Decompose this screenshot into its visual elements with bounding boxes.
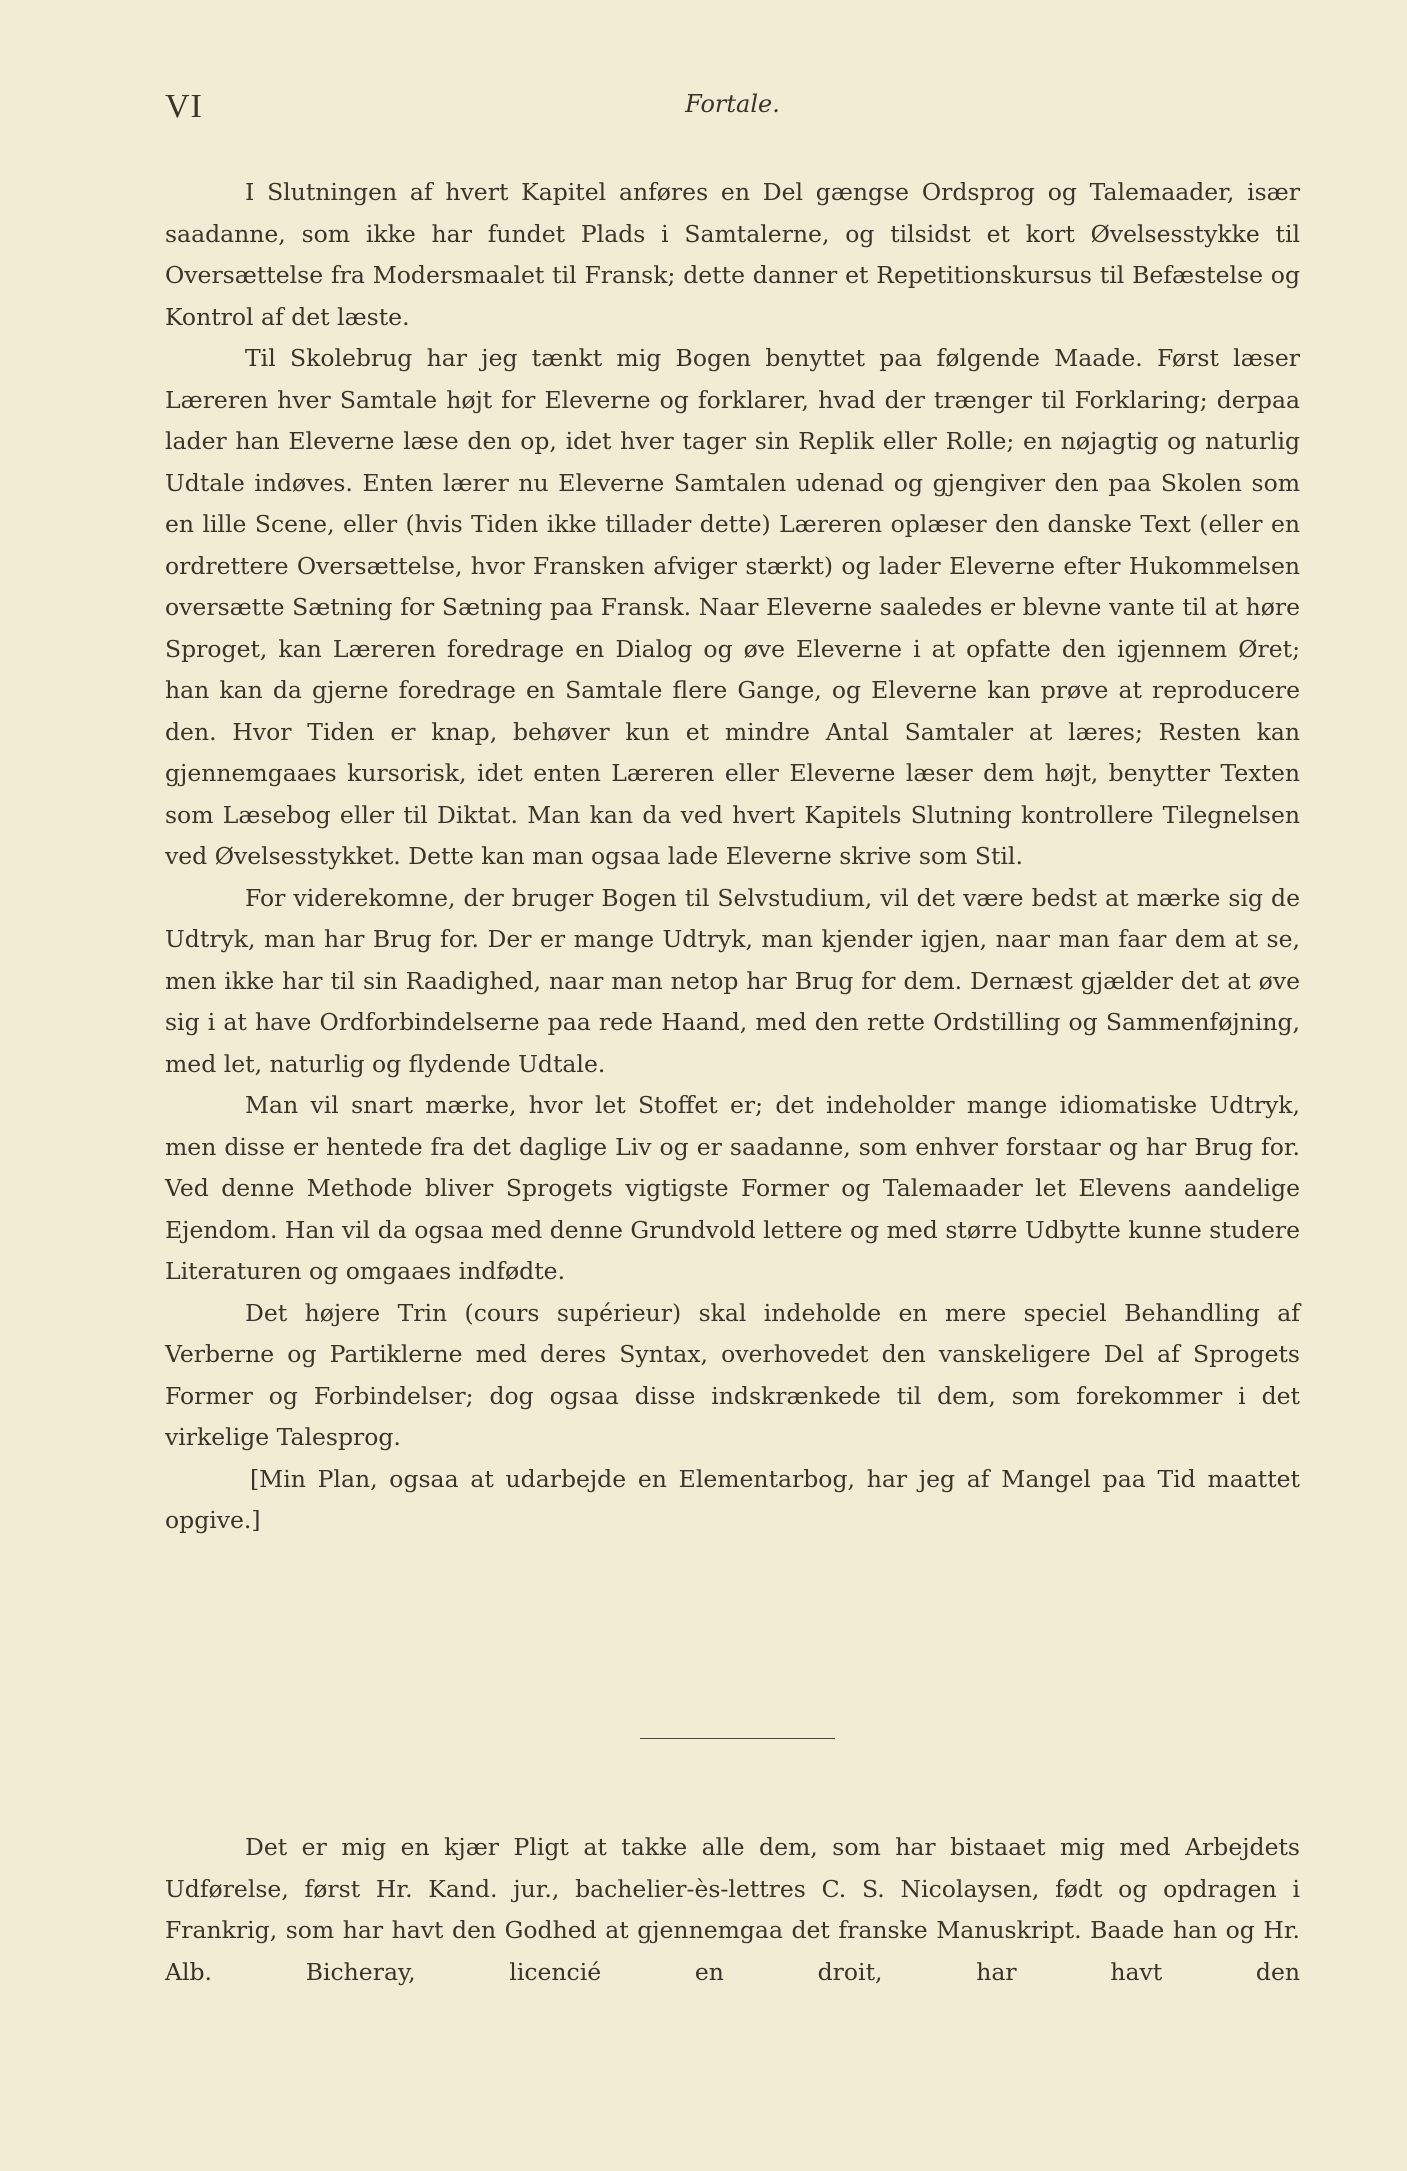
paragraph-acknowledgement: Det er mig en kjær Pligt at takke alle dem, som har bistaaet mig med Arbejdets Udførelse, først Hr. Kand. jur., bachelier-ès-lettres C. S. Nicolaysen, født og opdragen i Frankrig, som har havt den Godhed at gjennemgaa det franske Manuskript. Baade han og Hr. Alb. Bicheray, licencié en droit, har havt den (165, 1833, 1300, 1986)
acknowledgement-section (165, 1827, 1300, 1993)
running-title: Fortale. (685, 90, 780, 118)
paragraph-self-study: For viderekomne, der bruger Bogen til Selvstudium, vil det være bedst at mærke sig de Udtryk, man har Brug for. Der er mange Udtryk, man kjender igjen, naar man faar dem at se, men ikke har til sin Raadighed, naar man netop har Brug for dem. Dernæst gjælder det at øve sig i at have Ordforbindelserne paa rede Haand, med den rette Ordstilling og Sammenføjning, med let, naturlig og flydende Udtale. (165, 883, 1300, 1078)
preface-body (165, 172, 1300, 1542)
paragraph-higher-level: Det højere Trin (cours supérieur) skal indeholde en mere speciel Behandling af Verberne og Partiklerne med deres Syntax, overhovedet den vanskeligere Del af Sprogets Former og Forbindelser; dog ogsaa disse indskrænkede til dem, som forekommer i det virkelige Talesprog. (165, 1298, 1300, 1451)
paragraph-school-use: Til Skolebrug har jeg tænkt mig Bogen benyttet paa følgende Maade. Først læser Læreren hver Samtale højt for Eleverne og forklarer, hvad der trænger til Forklaring; derpaa lader han Eleverne læse den op, idet hver tager sin Replik eller Rolle; en nøjagtig og naturlig Udtale indøves. Enten lærer nu Eleverne Samtalen udenad og gjengiver den paa Skolen som en lille Scene, eller (hvis Tiden ikke tillader dette) Læreren oplæser den danske Text (eller en ordrettere Oversættelse, hvor Fransken afviger stærkt) og lader Eleverne efter Hukommelsen oversætte Sætning for Sætning paa Fransk. Naar Eleverne saaledes er blevne vante til at høre Sproget, kan Læreren foredrage en Dialog og øve Eleverne i at opfatte den igjennem Øret; han kan da gjerne foredrage en Samtale flere Gange, og Eleverne kan prøve at reproducere den. Hvor Tiden er knap, behøver kun et mindre Antal Samtaler at læres; Resten kan gjennemgaaes kursorisk, idet enten Læreren eller Eleverne læser dem højt, benytter Texten som Læsebog eller til Diktat. Man kan da ved hvert Kapitels Slutning kontrollere Tilegnelsen ved Øvelsesstykket. Dette kan man ogsaa lade Eleverne skrive som Stil. (165, 344, 1300, 870)
section-divider (640, 1738, 835, 1739)
page-header (165, 88, 1300, 136)
paragraph-elementary-book-note: [Min Plan, ogsaa at udarbejde en Elementarbog, har jeg af Mangel paa Tid maattet opgive.] (165, 1464, 1300, 1534)
paragraph-idiomatic-material: Man vil snart mærke, hvor let Stoffet er; det indeholder mange idiomatiske Udtryk, men disse er hentede fra det daglige Liv og er saadanne, som enhver forstaar og har Brug for. Ved denne Methode bliver Sprogets vigtigste Former og Talemaader let Elevens aandelige Ejendom. Han vil da ogsaa med denne Grundvold lettere og med større Udbytte kunne studere Literaturen og omgaaes indfødte. (165, 1091, 1300, 1285)
paragraph-summary-exercises: I Slutningen af hvert Kapitel anføres en Del gængse Ordsprog og Talemaader, især saadanne, som ikke har fundet Plads i Samtalerne, og tilsidst et kort Øvelsesstykke til Oversættelse fra Modersmaalet til Fransk; dette danner et Repetitionskursus til Befæstelse og Kontrol af det læste. (165, 178, 1300, 331)
page-number: VI (165, 88, 203, 125)
